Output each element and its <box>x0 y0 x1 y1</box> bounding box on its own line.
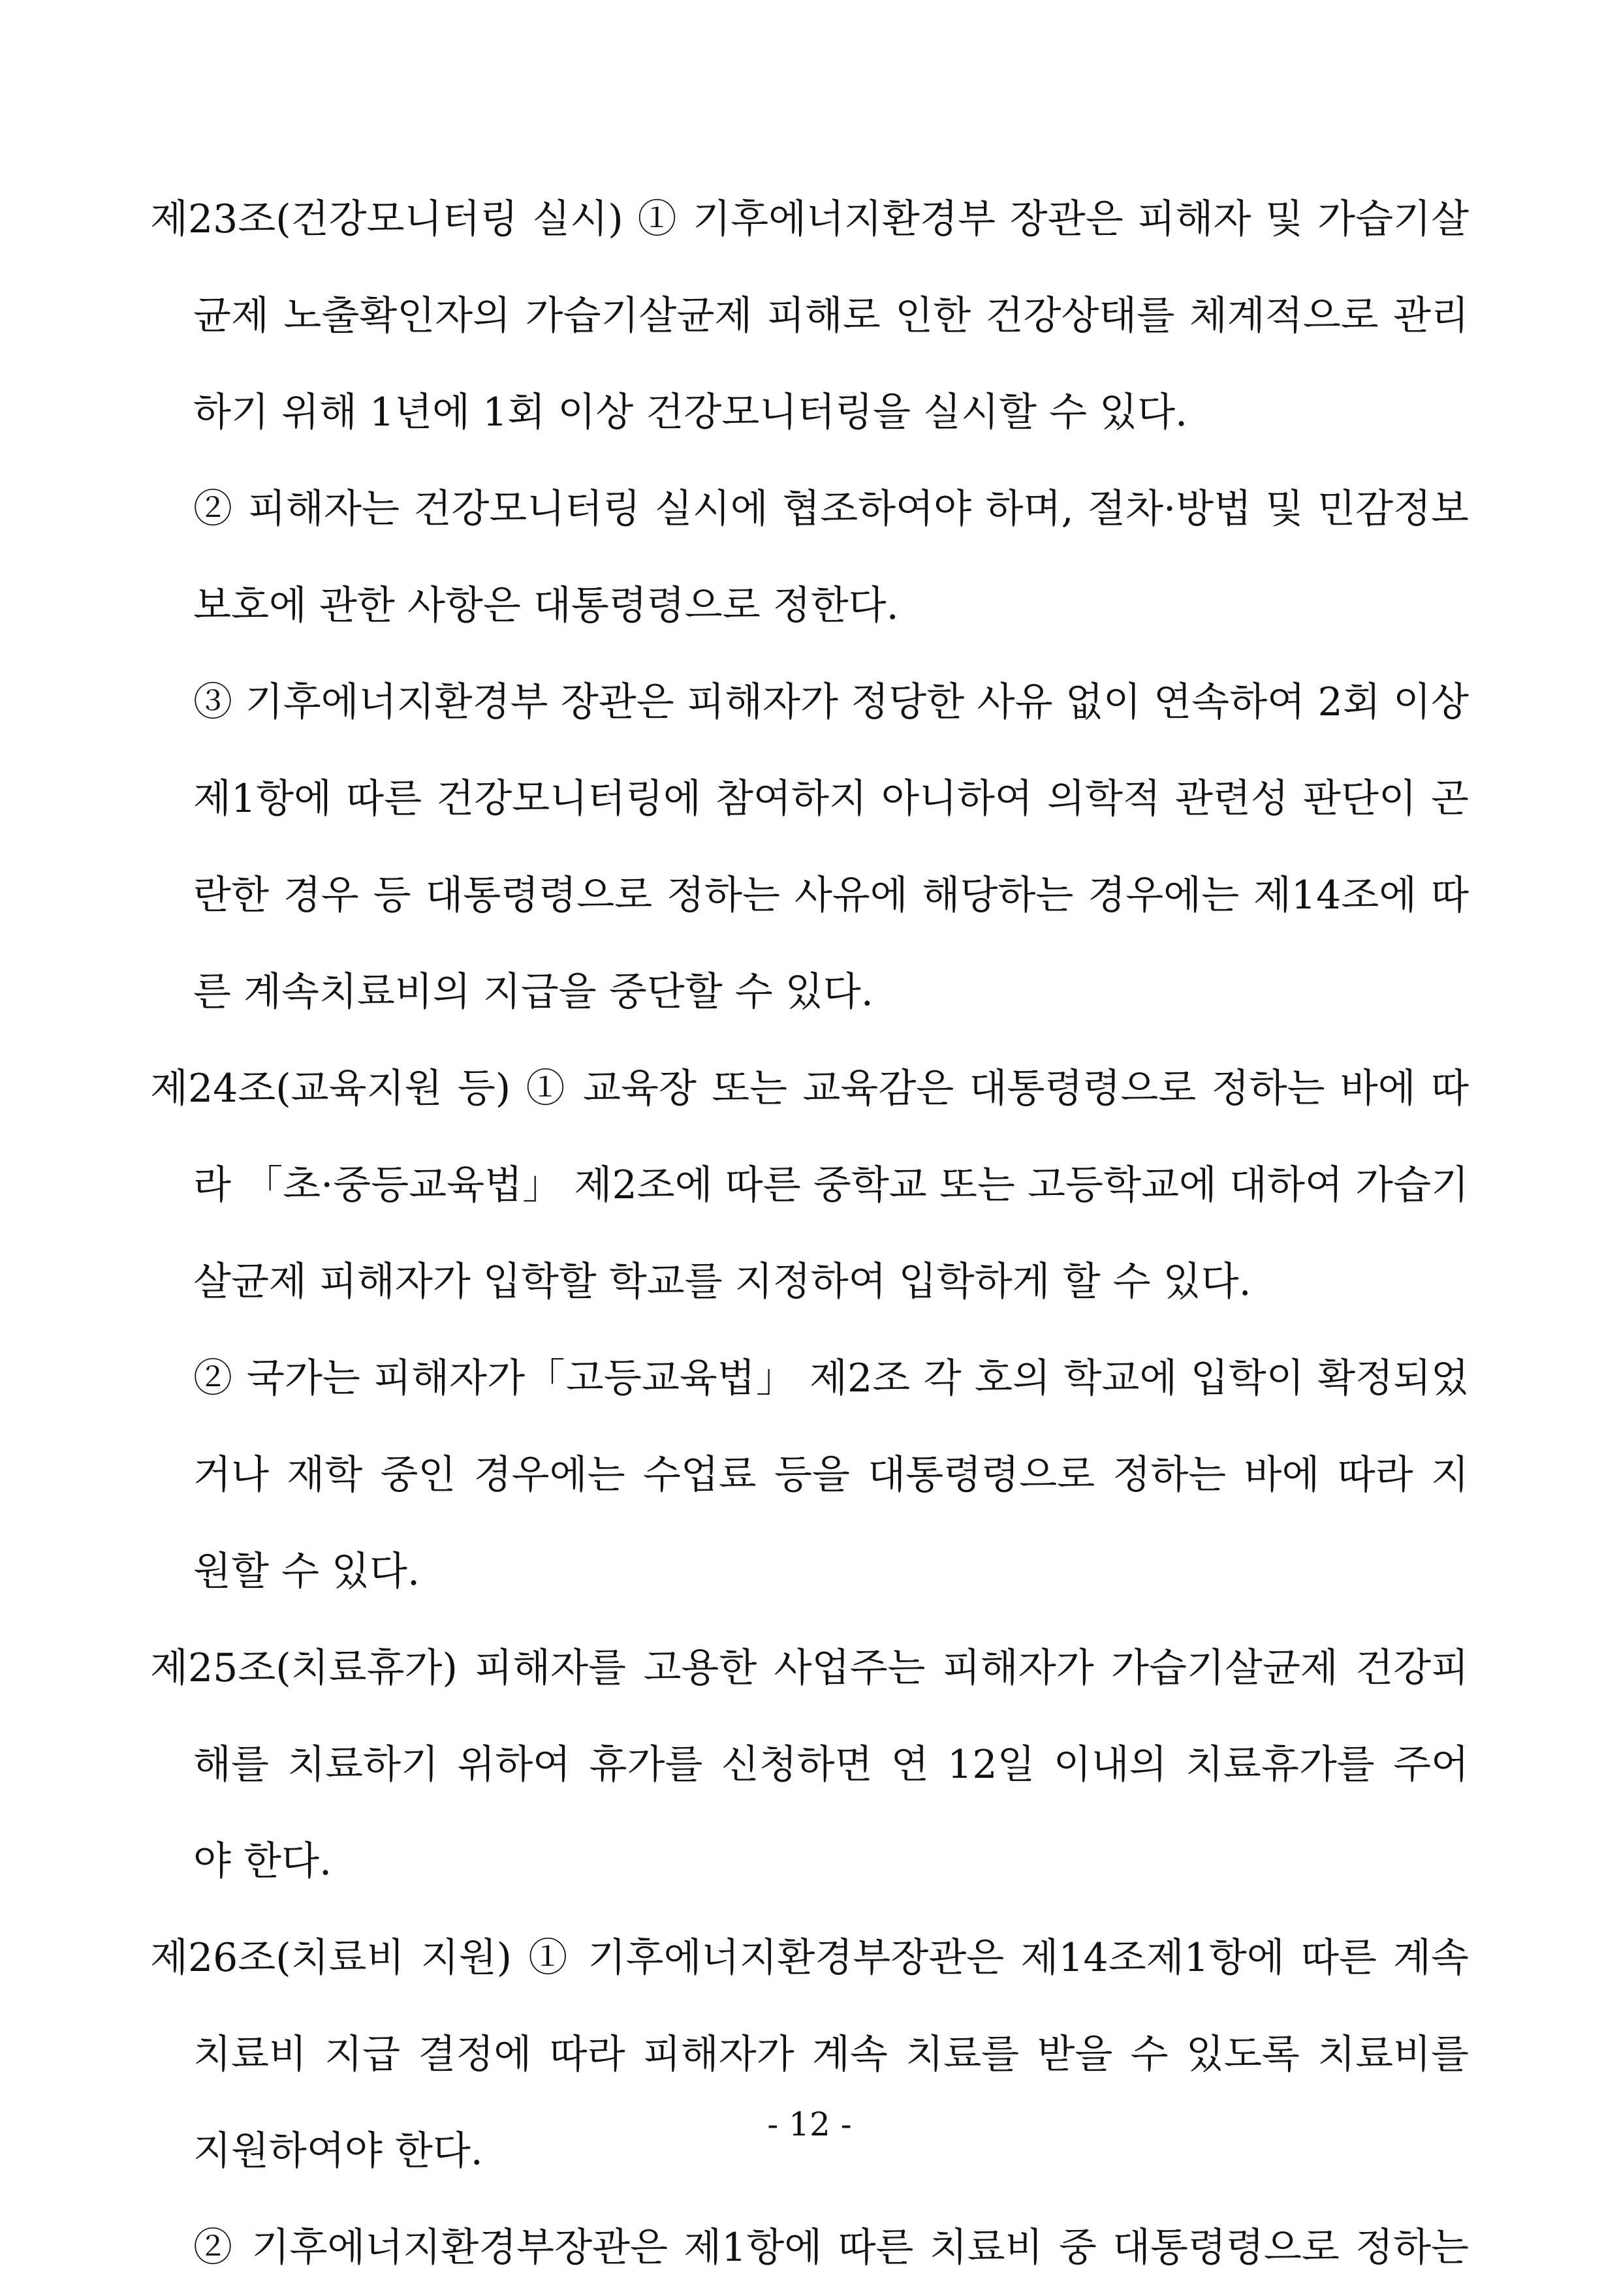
text-line: ② 국가는 피해자가「고등교육법」 제2조 각 호의 학교에 입학이 확정되었 <box>193 1356 1469 1401</box>
text-line: 해를 치료하기 위하여 휴가를 신청하면 연 12일 이내의 치료휴가를 주어 <box>193 1742 1469 1788</box>
text-line: ② 피해자는 건강모니터링 실시에 협조하여야 하며, 절차·방법 및 민감정보 <box>193 486 1469 532</box>
text-line: 균제 노출확인자의 가습기살균제 피해로 인한 건강상태를 체계적으로 관리 <box>193 293 1469 339</box>
text-line: 거나 재학 중인 경우에는 수업료 등을 대통령령으로 정하는 바에 따라 지 <box>193 1452 1469 1498</box>
text-line: 지원하여야 한다. <box>193 2128 483 2174</box>
text-line: 보호에 관한 사항은 대통령령으로 정한다. <box>193 583 899 628</box>
text-line: ③ 기후에너지환경부 장관은 피해자가 정당한 사유 없이 연속하여 2회 이상 <box>193 679 1469 725</box>
text-line: 야 한다. <box>193 1838 332 1884</box>
text-line: 라 「초·중등교육법」 제2조에 따른 중학교 또는 고등학교에 대하여 가습기 <box>193 1162 1469 1208</box>
text-line: 살균제 피해자가 입학할 학교를 지정하여 입학하게 할 수 있다. <box>193 1259 1251 1305</box>
text-line: 제1항에 따른 건강모니터링에 참여하지 아니하여 의학적 관련성 판단이 곤 <box>193 776 1469 822</box>
page-number: - 12 - <box>767 2105 852 2143</box>
article-25-heading-line: 제25조(치료휴가) 피해자를 고용한 사업주는 피해자가 가습기살균제 건강피 <box>150 1645 1469 1691</box>
text-line: 원할 수 있다. <box>193 1549 420 1594</box>
text-line: 란한 경우 등 대통령령으로 정하는 사유에 해당하는 경우에는 제14조에 따 <box>193 873 1469 918</box>
text-line: 치료비 지급 결정에 따라 피해자가 계속 치료를 받을 수 있도록 치료비를 <box>193 2032 1469 2077</box>
article-26-heading-line: 제26조(치료비 지원) ① 기후에너지환경부장관은 제14조제1항에 따른 계속 <box>150 1935 1469 1981</box>
document-body <box>150 171 1469 2296</box>
article-23-heading-line: 제23조(건강모니터링 실시) ① 기후에너지환경부 장관은 피해자 및 가습기살 <box>150 196 1469 242</box>
article-24-heading-line: 제24조(교육지원 등) ① 교육장 또는 교육감은 대통령령으로 정하는 바에 따 <box>150 1066 1469 1111</box>
text-line: 하기 위해 1년에 1회 이상 건강모니터링을 실시할 수 있다. <box>193 390 1188 435</box>
text-line: ② 기후에너지환경부장관은 제1항에 따른 치료비 중 대통령령으로 정하는 <box>193 2225 1469 2271</box>
text-line: 른 계속치료비의 지급을 중단할 수 있다. <box>193 969 873 1015</box>
